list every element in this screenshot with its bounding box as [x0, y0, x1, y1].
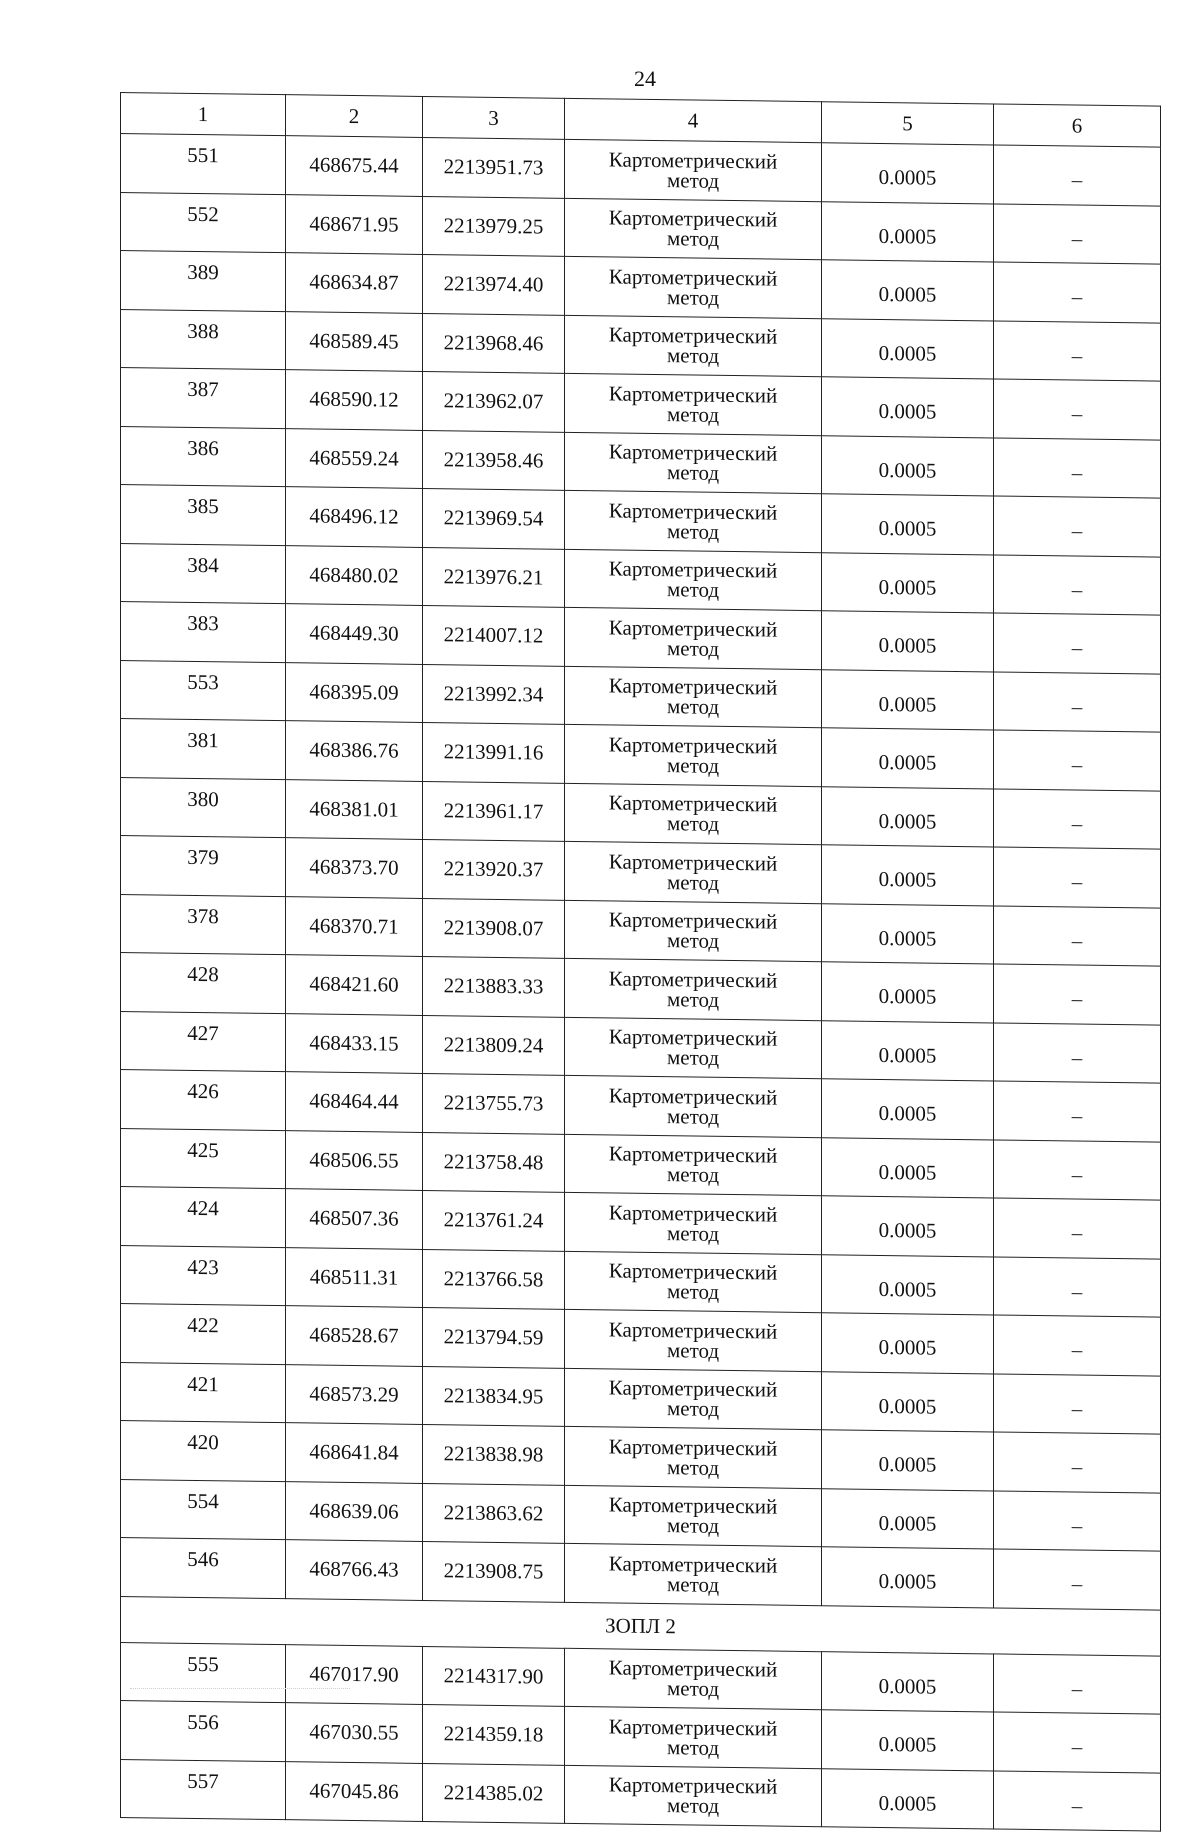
- note-cell: –: [994, 1315, 1161, 1376]
- point-number-cell: 421: [121, 1362, 286, 1423]
- page-number: 24: [634, 66, 656, 91]
- note-cell: –: [994, 379, 1161, 440]
- coordinates-table: [120, 92, 1161, 1832]
- accuracy-cell: 0.0005: [822, 1079, 994, 1140]
- x-coordinate-cell: 467017.90: [286, 1644, 423, 1704]
- method-line-1: Картометрический: [608, 1714, 778, 1741]
- point-number-cell: 388: [121, 309, 286, 370]
- method-cell: [565, 139, 822, 201]
- method-line-1: Картометрический: [608, 1655, 778, 1682]
- note-cell: –: [994, 496, 1161, 557]
- method-cell: [565, 1485, 822, 1547]
- accuracy-cell: 0.0005: [822, 1020, 994, 1081]
- x-coordinate-cell: 468449.30: [286, 604, 423, 664]
- x-coordinate-cell: 468496.12: [286, 487, 423, 547]
- method-cell: [565, 549, 822, 611]
- note-cell: –: [994, 554, 1161, 615]
- note-cell: –: [994, 320, 1161, 381]
- column-header-5: 5: [822, 102, 994, 145]
- method-cell: [565, 198, 822, 260]
- note-cell: –: [994, 613, 1161, 674]
- method-cell: [565, 1426, 822, 1488]
- point-number-cell: 423: [121, 1245, 286, 1306]
- y-coordinate-cell: 2213979.25: [423, 196, 565, 256]
- y-coordinate-cell: 2213834.95: [423, 1366, 565, 1426]
- x-coordinate-cell: 468511.31: [286, 1247, 423, 1307]
- method-cell: [565, 1017, 822, 1079]
- note-cell: –: [994, 1432, 1161, 1493]
- method-line-2: метод: [666, 1103, 720, 1129]
- method-cell: [565, 900, 822, 962]
- accuracy-cell: 0.0005: [822, 962, 994, 1023]
- y-coordinate-cell: 2213908.75: [423, 1541, 565, 1601]
- method-line-1: Картометрический: [608, 1024, 778, 1051]
- accuracy-cell: 0.0005: [822, 1430, 994, 1491]
- x-coordinate-cell: 468370.71: [286, 896, 423, 956]
- accuracy-cell: 0.0005: [822, 845, 994, 906]
- x-coordinate-cell: 468386.76: [286, 721, 423, 781]
- y-coordinate-cell: 2213883.33: [423, 956, 565, 1016]
- note-cell: –: [994, 203, 1161, 264]
- point-number-cell: 553: [121, 660, 286, 721]
- method-line-1: Картометрический: [608, 615, 778, 642]
- point-number-cell: 379: [121, 836, 286, 897]
- method-line-1: Картометрический: [608, 1434, 778, 1461]
- note-cell: –: [994, 671, 1161, 732]
- method-line-2: метод: [666, 1513, 720, 1539]
- point-number-cell: 384: [121, 543, 286, 604]
- y-coordinate-cell: 2214317.90: [423, 1646, 565, 1706]
- method-line-2: метод: [666, 1337, 720, 1363]
- y-coordinate-cell: 2213992.34: [423, 664, 565, 724]
- method-line-1: Картометрический: [608, 147, 778, 174]
- note-cell: –: [994, 964, 1161, 1025]
- note-cell: –: [994, 145, 1161, 206]
- y-coordinate-cell: 2213809.24: [423, 1015, 565, 1075]
- method-cell: [565, 1706, 822, 1768]
- method-cell: [565, 783, 822, 845]
- method-line-2: метод: [666, 343, 720, 369]
- note-cell: –: [994, 1770, 1161, 1831]
- accuracy-cell: 0.0005: [822, 552, 994, 613]
- method-line-1: Картометрический: [608, 1317, 778, 1344]
- point-number-cell: 420: [121, 1421, 286, 1482]
- method-line-2: метод: [666, 1396, 720, 1422]
- note-cell: –: [994, 730, 1161, 791]
- x-coordinate-cell: 468464.44: [286, 1072, 423, 1132]
- note-cell: –: [994, 1549, 1161, 1610]
- table-body: [121, 134, 1161, 1832]
- x-coordinate-cell: 468480.02: [286, 545, 423, 605]
- method-line-1: Картометрический: [608, 732, 778, 759]
- method-line-2: метод: [666, 1162, 720, 1188]
- point-number-cell: 427: [121, 1011, 286, 1072]
- point-number-cell: 556: [121, 1701, 286, 1762]
- accuracy-cell: 0.0005: [822, 201, 994, 262]
- accuracy-cell: 0.0005: [822, 1547, 994, 1608]
- accuracy-cell: 0.0005: [822, 1371, 994, 1432]
- accuracy-cell: 0.0005: [822, 143, 994, 204]
- y-coordinate-cell: 2214359.18: [423, 1704, 565, 1764]
- method-line-2: метод: [666, 1220, 720, 1246]
- point-number-cell: 551: [121, 134, 286, 195]
- accuracy-cell: 0.0005: [822, 1488, 994, 1549]
- accuracy-cell: 0.0005: [822, 1137, 994, 1198]
- y-coordinate-cell: 2213908.07: [423, 898, 565, 958]
- note-cell: –: [994, 905, 1161, 966]
- point-number-cell: 426: [121, 1070, 286, 1131]
- point-number-cell: 557: [121, 1759, 286, 1820]
- method-cell: [565, 607, 822, 669]
- accuracy-cell: 0.0005: [822, 903, 994, 964]
- method-line-2: метод: [666, 869, 720, 895]
- method-cell: [565, 1251, 822, 1313]
- method-cell: [565, 958, 822, 1020]
- method-line-1: Картометрический: [608, 322, 778, 349]
- point-number-cell: 381: [121, 719, 286, 780]
- note-cell: –: [994, 1022, 1161, 1083]
- method-cell: [565, 1543, 822, 1605]
- y-coordinate-cell: 2213976.21: [423, 547, 565, 607]
- y-coordinate-cell: 2213974.40: [423, 254, 565, 314]
- note-cell: –: [994, 1712, 1161, 1773]
- y-coordinate-cell: 2213761.24: [423, 1190, 565, 1250]
- x-coordinate-cell: 468506.55: [286, 1130, 423, 1190]
- method-line-1: Картометрический: [608, 498, 778, 525]
- method-line-1: Картометрический: [608, 790, 778, 817]
- method-line-1: Картометрический: [608, 907, 778, 934]
- note-cell: –: [994, 788, 1161, 849]
- method-line-1: Картометрический: [608, 1772, 778, 1799]
- x-coordinate-cell: 468507.36: [286, 1189, 423, 1249]
- accuracy-cell: 0.0005: [822, 377, 994, 438]
- method-line-2: метод: [666, 284, 720, 310]
- y-coordinate-cell: 2213863.62: [423, 1483, 565, 1543]
- x-coordinate-cell: 468373.70: [286, 838, 423, 898]
- method-line-1: Картометрический: [608, 556, 778, 583]
- table-row: [121, 1759, 1161, 1831]
- x-coordinate-cell: 468766.43: [286, 1540, 423, 1600]
- method-line-2: метод: [666, 694, 720, 720]
- accuracy-cell: 0.0005: [822, 669, 994, 730]
- column-header-6: 6: [994, 104, 1161, 147]
- method-cell: [565, 432, 822, 494]
- x-coordinate-cell: 468671.95: [286, 194, 423, 254]
- method-line-2: метод: [666, 1734, 720, 1760]
- note-cell: –: [994, 1373, 1161, 1434]
- method-line-1: Картометрический: [608, 439, 778, 466]
- x-coordinate-cell: 468589.45: [286, 311, 423, 371]
- note-cell: –: [994, 437, 1161, 498]
- point-number-cell: 425: [121, 1128, 286, 1189]
- note-cell: –: [994, 262, 1161, 323]
- method-line-2: метод: [666, 577, 720, 603]
- x-coordinate-cell: 468639.06: [286, 1481, 423, 1541]
- y-coordinate-cell: 2213969.54: [423, 488, 565, 548]
- method-line-1: Картометрический: [608, 1492, 778, 1519]
- note-cell: –: [994, 1490, 1161, 1551]
- method-cell: [565, 1192, 822, 1254]
- method-cell: [565, 256, 822, 318]
- method-line-2: метод: [666, 928, 720, 954]
- method-line-1: Картометрический: [608, 1258, 778, 1285]
- point-number-cell: 424: [121, 1187, 286, 1248]
- y-coordinate-cell: 2213838.98: [423, 1424, 565, 1484]
- accuracy-cell: 0.0005: [822, 1651, 994, 1712]
- method-line-2: метод: [666, 1454, 720, 1480]
- method-cell: [565, 373, 822, 435]
- point-number-cell: 552: [121, 192, 286, 253]
- y-coordinate-cell: 2213962.07: [423, 371, 565, 431]
- method-line-1: Картометрический: [608, 264, 778, 291]
- method-cell: [565, 841, 822, 903]
- x-coordinate-cell: 468641.84: [286, 1423, 423, 1483]
- x-coordinate-cell: 468395.09: [286, 662, 423, 722]
- point-number-cell: 380: [121, 777, 286, 838]
- scan-artifact: [130, 1688, 350, 1691]
- section-title: ЗОПЛ 2: [121, 1596, 1161, 1656]
- method-line-1: Картометрический: [608, 849, 778, 876]
- y-coordinate-cell: 2214385.02: [423, 1763, 565, 1823]
- column-header-1: 1: [121, 93, 286, 136]
- accuracy-cell: 0.0005: [822, 611, 994, 672]
- y-coordinate-cell: 2213755.73: [423, 1073, 565, 1133]
- point-number-cell: 387: [121, 368, 286, 429]
- point-number-cell: 389: [121, 251, 286, 312]
- point-number-cell: 385: [121, 485, 286, 546]
- y-coordinate-cell: 2213758.48: [423, 1132, 565, 1192]
- accuracy-cell: 0.0005: [822, 786, 994, 847]
- note-cell: –: [994, 1081, 1161, 1142]
- accuracy-cell: 0.0005: [822, 1313, 994, 1374]
- method-cell: [565, 666, 822, 728]
- y-coordinate-cell: 2213920.37: [423, 839, 565, 899]
- note-cell: –: [994, 1139, 1161, 1200]
- method-cell: [565, 1648, 822, 1710]
- method-line-1: Картометрический: [608, 1551, 778, 1578]
- note-cell: –: [994, 1198, 1161, 1259]
- point-number-cell: 554: [121, 1479, 286, 1540]
- accuracy-cell: 0.0005: [822, 435, 994, 496]
- method-line-2: метод: [666, 167, 720, 193]
- method-cell: [565, 1765, 822, 1827]
- method-line-1: Картометрический: [608, 1083, 778, 1110]
- point-number-cell: 546: [121, 1538, 286, 1599]
- method-cell: [565, 1309, 822, 1371]
- method-line-2: метод: [666, 635, 720, 661]
- y-coordinate-cell: 2214007.12: [423, 605, 565, 665]
- x-coordinate-cell: 467045.86: [286, 1761, 423, 1821]
- method-line-2: метод: [666, 460, 720, 486]
- x-coordinate-cell: 467030.55: [286, 1703, 423, 1763]
- method-line-1: Картометрический: [608, 205, 778, 232]
- method-line-2: метод: [666, 1571, 720, 1597]
- method-line-2: метод: [666, 518, 720, 544]
- point-number-cell: 422: [121, 1304, 286, 1365]
- method-cell: [565, 1075, 822, 1137]
- y-coordinate-cell: 2213951.73: [423, 137, 565, 197]
- x-coordinate-cell: 468528.67: [286, 1306, 423, 1366]
- method-cell: [565, 724, 822, 786]
- method-cell: [565, 1368, 822, 1430]
- note-cell: –: [994, 1256, 1161, 1317]
- accuracy-cell: 0.0005: [822, 260, 994, 321]
- note-cell: –: [994, 847, 1161, 908]
- method-cell: [565, 1134, 822, 1196]
- method-line-2: метод: [666, 1279, 720, 1305]
- point-number-cell: 555: [121, 1642, 286, 1703]
- x-coordinate-cell: 468381.01: [286, 779, 423, 839]
- point-number-cell: 378: [121, 894, 286, 955]
- accuracy-cell: 0.0005: [822, 318, 994, 379]
- x-coordinate-cell: 468559.24: [286, 428, 423, 488]
- method-line-2: метод: [666, 226, 720, 252]
- accuracy-cell: 0.0005: [822, 728, 994, 789]
- method-cell: [565, 315, 822, 377]
- method-line-2: метод: [666, 1045, 720, 1071]
- method-line-1: Картометрический: [608, 1141, 778, 1168]
- y-coordinate-cell: 2213968.46: [423, 313, 565, 373]
- method-line-2: метод: [666, 1793, 720, 1819]
- method-cell: [565, 490, 822, 552]
- x-coordinate-cell: 468634.87: [286, 253, 423, 313]
- method-line-2: метод: [666, 986, 720, 1012]
- y-coordinate-cell: 2213766.58: [423, 1249, 565, 1309]
- y-coordinate-cell: 2213794.59: [423, 1307, 565, 1367]
- accuracy-cell: 0.0005: [822, 494, 994, 555]
- method-line-2: метод: [666, 811, 720, 837]
- x-coordinate-cell: 468590.12: [286, 370, 423, 430]
- method-line-1: Картометрический: [608, 1200, 778, 1227]
- coordinates-table-container: [120, 92, 1161, 1832]
- method-line-1: Картометрический: [608, 966, 778, 993]
- column-header-2: 2: [286, 95, 423, 138]
- x-coordinate-cell: 468675.44: [286, 136, 423, 196]
- x-coordinate-cell: 468421.60: [286, 955, 423, 1015]
- y-coordinate-cell: 2213958.46: [423, 430, 565, 490]
- accuracy-cell: 0.0005: [822, 1254, 994, 1315]
- y-coordinate-cell: 2213991.16: [423, 722, 565, 782]
- note-cell: –: [994, 1653, 1161, 1714]
- method-line-1: Картометрический: [608, 381, 778, 408]
- accuracy-cell: 0.0005: [822, 1768, 994, 1829]
- point-number-cell: 386: [121, 426, 286, 487]
- method-line-2: метод: [666, 752, 720, 778]
- column-header-3: 3: [423, 96, 565, 139]
- method-line-2: метод: [666, 401, 720, 427]
- method-line-1: Картометрический: [608, 1375, 778, 1402]
- x-coordinate-cell: 468573.29: [286, 1364, 423, 1424]
- method-line-1: Картометрический: [608, 673, 778, 700]
- method-line-2: метод: [666, 1676, 720, 1702]
- point-number-cell: 383: [121, 602, 286, 663]
- column-header-4: 4: [565, 98, 822, 142]
- accuracy-cell: 0.0005: [822, 1710, 994, 1771]
- point-number-cell: 428: [121, 953, 286, 1014]
- y-coordinate-cell: 2213961.17: [423, 781, 565, 841]
- x-coordinate-cell: 468433.15: [286, 1013, 423, 1073]
- accuracy-cell: 0.0005: [822, 1196, 994, 1257]
